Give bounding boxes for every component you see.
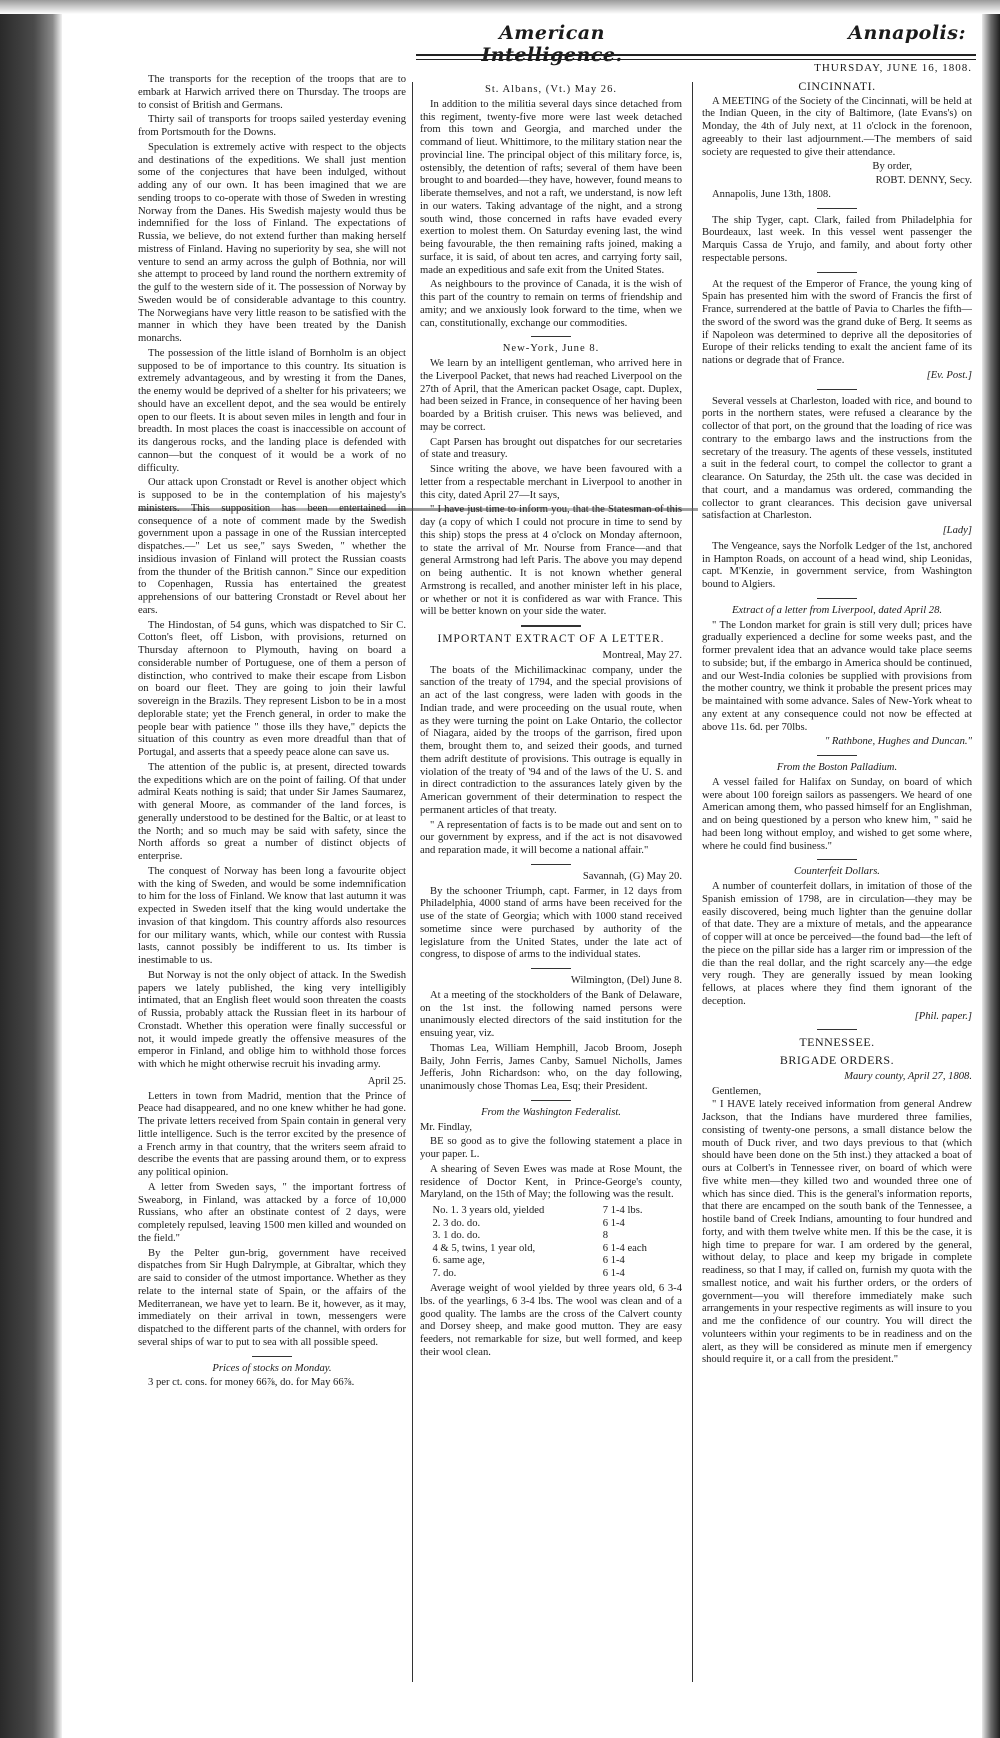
separator bbox=[531, 864, 571, 865]
newyork-heading: New-York, June 8. bbox=[502, 343, 600, 355]
article-paragraph: Our attack upon Cronstadt or Revel is another object which is supposed to be in the contemplation of his majesty's ministers. This supposition has been entertained in consequence of a note of comment made by the Swedish government upon a passage in one of the Russian intercepted dispatches.—" Let us see," says Sweden, " whether the insidious invasion of Finland will protect the Russian coasts from the thunder of the British cannon." Since our expedition to Copenhagen, Russia has entertained the greatest apprehensions of our battering Cronstadt or Revel about her ears. bbox=[138, 477, 406, 616]
column-3 bbox=[702, 62, 972, 1702]
article-paragraph: A MEETING of the Society of the Cincinnati, will be held at the Indian Queen, in the city of Baltimore, (late Evans's) on Monday, the 4th of July next, at 11 o'clock in the forenoon, agreeably to their last adjournment.—The members of said society are requested to give their attendance. bbox=[702, 95, 972, 158]
issue-dateline: THURSDAY, JUNE 16, 1808. bbox=[814, 62, 972, 74]
article-paragraph: A vessel failed for Halifax on Sunday, on board of which were about 100 foreign sailors as passengers. We heard of one American among them, who passed himself for an Englishman, and on being questioned by a person who knew him, " said he had been long without employ, and wished to get some where, where he could find business." bbox=[702, 776, 972, 852]
savannah-heading: Savannah, (G) May 20. bbox=[582, 870, 682, 882]
credit-line: [Phil. paper.] bbox=[914, 1010, 972, 1022]
separator bbox=[817, 389, 857, 390]
article-paragraph: Thirty sail of transports for troops sailed yesterday evening from Portsmouth for the Downs. bbox=[138, 114, 406, 138]
column-divider-2 bbox=[692, 82, 693, 1682]
montreal-heading: Montreal, May 27. bbox=[602, 649, 682, 661]
column-divider-1 bbox=[412, 82, 413, 1682]
article-paragraph: The Vengeance, says the Norfolk Ledger of the 1st, anchored in Hampton Roads, on account of a head wind, ship Leonidas, capt. M'Kenzie, in government service, from Washington bound to Algiers. bbox=[702, 540, 972, 590]
separator bbox=[531, 1100, 571, 1101]
wool-value: 6 1-4 each bbox=[602, 1242, 647, 1254]
article-paragraph: At the request of the Emperor of France, the young king of Spain has presented him with the sword of Francis the first of France, surrendered at the battle of Pavia to Charles the fifth—the sword of the sword was the grand duke of Berg. It seems as if Napoleon was determined to deprive all the depositories of Europe of their relicks tending to exalt the ancient fame of its nations or degrade that of France. bbox=[702, 278, 972, 366]
cincinnati-signature: ROBT. DENNY, Secy. bbox=[875, 175, 972, 186]
article-paragraph: The attention of the public is, at present, directed towards the expeditions which are on the point of failing. Of that under admiral Keats nothing is said; that under Sir James Saumarez, with general Moore, as commander of the land forces, is generally understood to be destined for the Baltic, or at least to the North; and so much may be said with safety, since the North affords so great a number of distinct objects of enterprise. bbox=[138, 761, 406, 862]
separator bbox=[817, 1029, 857, 1030]
wilmington-heading: Wilmington, (Del) June 8. bbox=[570, 975, 682, 986]
extract-heading: IMPORTANT EXTRACT OF A LETTER. bbox=[437, 633, 665, 645]
federalist-heading: From the Washington Federalist. bbox=[481, 1106, 621, 1118]
masthead-annapolis: Annapolis: bbox=[848, 22, 966, 44]
credit-line: [Lady] bbox=[942, 525, 972, 536]
findlay-salutation: Mr. Findlay, bbox=[420, 1121, 472, 1133]
article-paragraph: The transports for the reception of the troops that are to embark at Harwich arrived there on Thursday. The troops are to consist of British and Germans. bbox=[138, 74, 406, 111]
credit-line: [Ev. Post.] bbox=[926, 369, 972, 381]
article-paragraph: In addition to the militia several days since detached from this regiment, twenty-five more were last week detached from this town and Georgia, and marched under the command of lieut. Whittimore, to the military station near the provincial line. The principal object of this military force, is, ostensibly, the detention of rafts; several of them have been brought to and boarded—they have, however, found means to liberate themselves, and not a raft, we understand, is now left in our waters. Taking advantage of the night, and a strong south wind, those concerned in rafts have evaded every exertion to molest them. On Saturday evening last, the wind being favourable, the then remaining rafts joined, making a surface, it is said, of about ten acres, and carrying forty sail, made an expeditious and safe exit from the United States. bbox=[420, 98, 682, 276]
separator bbox=[817, 208, 857, 209]
article-paragraph: A letter from Sweden says, " the important fortress of Sweaborg, in Finland, was attacked by a force of 10,000 Russians, who after an obstinate contest of 2 days, were completely repulsed, leaving 1500 men killed and wounded on the field." bbox=[138, 1181, 406, 1244]
scan-shadow-top bbox=[0, 0, 1000, 14]
article-paragraph: Several vessels at Charleston, loaded with rice, and bound to ports in the northern states, were refused a clearance by the collector of that port, on the ground that the loading of rice was contrary to the embargo laws and the instructions from the secretary of the treasury. The agents of these vessels, instituted a suit in the federal court, to compel the collector to grant a clearance. On Saturday, the 25th ult. the case was decided in that court, and a mandamus was ordered, commanding the collector to grant clearances. This decision gave universal satisfaction at Charleston. bbox=[702, 395, 972, 522]
masthead-rule bbox=[416, 54, 976, 60]
article-paragraph: Capt Parsen has brought out dispatches for our secretaries of state and treasury. bbox=[420, 436, 682, 461]
article-paragraph: Average weight of wool yielded by three years old, 6 3-4 lbs. of the yearlings, 6 3-4 lbs. The wool was clean and of a good quality. The lambs are the cross of the Calvert county and Dorsey sheep, and make good mutton. They are easy feeders, not remarkable for size, but well formed, and keep their wool clean. bbox=[420, 1283, 682, 1358]
separator bbox=[817, 755, 857, 756]
separator bbox=[521, 625, 581, 627]
wool-label: No. 1. 3 years old, yielded bbox=[432, 1205, 545, 1216]
article-paragraph: Since writing the above, we have been favoured with a letter from a respectable merchant in Liverpool to another in this city, dated April 27—It says, bbox=[420, 464, 682, 501]
article-paragraph: A shearing of Seven Ewes was made at Rose Mount, the residence of Doctor Kent, in Prince-George's county, Maryland, on the 15th of May; the following was the result. bbox=[420, 1163, 682, 1201]
brigade-orders-heading: BRIGADE ORDERS. bbox=[779, 1053, 895, 1067]
wool-label: 4 & 5, twins, 1 year old, bbox=[432, 1242, 536, 1254]
article-paragraph: BE so good as to give the following statement a place in your paper. L. bbox=[420, 1136, 682, 1160]
scan-shadow-left bbox=[0, 0, 62, 1738]
brigade-date: Maury county, April 27, 1808. bbox=[844, 1070, 972, 1082]
article-paragraph: Speculation is extremely active with respect to the objects and destinations of the expeditions. We shall just mention some of the conjectures that have been indulged, without adding any of our own. It has been imagined that we are sending troops to co-operate with those of Sweden in wresting Norway from the Danes. His Swedish majesty would thus be indemnified for the loss of Finland. The expectations of Russia, we believe, do not extend further than making herself mistress of Finland. Having no superiority by sea, she will not venture to send an army across the gulph of Bothnia, nor will she attempt to proceed by land round the northern extremity of the gulf to the western side of it. The possession of Norway by Sweden would be of considerable advantage to this country. The Norwegians have very little reason to be satisfied with the manner in which they have been treated by the Danish monarchs. bbox=[138, 141, 406, 344]
article-paragraph: By the Pelter gun-brig, government have received dispatches from Sir Hugh Dalrymple, at Gibraltar, which they are said to consider of the utmost importance. Whether as they relate to the internal state of Spain, or the affairs of the Mediterranean, we have yet to learn. Be it, however, as it may, immediately on their arrival in town, messengers were dispatched to the different parts of the channel, with orders for several ships of war to put to sea with all possible speed. bbox=[138, 1247, 406, 1348]
article-paragraph: The Hindostan, of 54 guns, which was dispatched to Sir C. Cotton's fleet, off Lisbon, with provisions, returned on Thursday afternoon to Plymouth, having on board a considerable number of Portuguese, one of them a person of distinction, who contrived to make their escape from Lisbon on board our fleet. They are going to join their lawful sovereign in the Brazils. They represent Lisbon to be in a most deplorable state; yet the French general, in order to make the people bear with patience " those ills they have," depicts the situation of this country as even more dreadful than that of Portugal, and asserts that a speedy peace alone can save us. bbox=[138, 619, 406, 758]
wool-label: 3. 1 do. do. bbox=[432, 1230, 481, 1241]
scan-shadow-right bbox=[982, 0, 1000, 1738]
wool-label: 6. same age, bbox=[432, 1255, 485, 1266]
article-paragraph: Letters in town from Madrid, mention that the Prince of Peace had disappeared, and no one knew whither he had gone. The private letters received from Spain contain in general very little intelligence. Such is the terror excited by the presence of a French army in that country, that the writers seem afraid to describe the events that are passing around them, or to express any political opinion. bbox=[138, 1090, 406, 1178]
liverpool-heading: Extract of a letter from Liverpool, dated April 28. bbox=[731, 604, 943, 616]
st-albans-heading: St. Albans, (Vt.) May 26. bbox=[484, 84, 618, 95]
stocks-line: 3 per ct. cons. for money 66⅞, do. for May 66⅞. bbox=[148, 1377, 355, 1389]
masthead-american-intelligence: American Intelligence. bbox=[481, 22, 623, 66]
wool-value: 6 1-4 bbox=[602, 1217, 625, 1229]
article-paragraph: At a meeting of the stockholders of the Bank of Delaware, on the 1st inst. the following named persons were unanimously elected directors of the said institution for the ensuing year, viz. bbox=[420, 989, 682, 1039]
table-row bbox=[430, 1268, 671, 1281]
wool-value: 7 1-4 lbs. bbox=[602, 1205, 643, 1216]
separator bbox=[817, 859, 857, 860]
wool-table bbox=[430, 1205, 671, 1280]
separator bbox=[817, 272, 857, 273]
separator bbox=[252, 1356, 292, 1357]
table-row bbox=[430, 1255, 671, 1268]
article-paragraph: By the schooner Triumph, capt. Farmer, in 12 days from Philadelphia, 4000 stand of arms have been received for the use of the state of Georgia; which with 1000 stand received sometime since were purchased by authority of the legislature from the United States, under the late act of congress, to dispose of arms to the individual states. bbox=[420, 885, 682, 961]
article-paragraph: We learn by an intelligent gentleman, who arrived here in the Liverpool Packet, that news had reached Liverpool on the 27th of April, that the American packet Osage, capt. Duplex, had been seized in France, in consequence of her having been boarded by a British cruiser. This news was believed, and may be correct. bbox=[420, 358, 682, 433]
stocks-heading: Prices of stocks on Monday. bbox=[212, 1362, 332, 1374]
cincinnati-heading: CINCINNATI. bbox=[798, 78, 876, 93]
article-paragraph: The conquest of Norway has been long a favourite object with the king of Sweden, and would be some indemnification to him for the loss of Finland. We know that last autumn it was expected in Sweden itself that the king would undertake the invasion of that kingdom. This country affords also resources for our military wants, which, while our contest with Russia lasts, cannot possibly be indifferent to us. Its timber is inestimable to us. bbox=[138, 865, 406, 966]
tennessee-heading: TENNESSEE. bbox=[799, 1035, 875, 1050]
article-paragraph: Thomas Lea, William Hemphill, Jacob Broom, Joseph Baily, John Ferris, James Canby, Samuel Nicholls, James Jefferis, John Richardson: who, on the day following, unanimously chose Thomas Lea, Esq; their President. bbox=[420, 1042, 682, 1092]
article-paragraph: " The London market for grain is still very dull; prices have gradually experienced a decline for some weeks past, and the former prevalent idea that an advance would take place seems to subside; but, if the embargo in America should be continued, and our West-India colonies be supplied with provisions from the mother country, we think it probable the present prices may be maintained with some advance. Sales of New-York wheat to any extent at any consequence could not now be effected at above 11s. 6d. per 70lbs. bbox=[702, 619, 972, 733]
article-paragraph: A number of counterfeit dollars, in imitation of those of the Spanish emission of 1798, are in circulation—they may be easily discovered, being much lighter than the genuine dollar of that date. They are a mixture of metals, and the appearance of copper will at once be perceived—the found bad—the left of the piece on the pillar side has a larger rim or impression of the die than the real dollar, and the right scarcely any—the edge very rough. They are generally issued by mean looking fellows, at places where they find them ignorant of the deception. bbox=[702, 881, 972, 1007]
column-2 bbox=[420, 80, 682, 1710]
article-paragraph: The possession of the little island of Bornholm is an object supposed to be of importance to this country. Its situation is extremely advantageous, and by wresting it from the Danes, the enemy would be deprived of a shelter for his privateers; we should have an excellent depot, and the sea would be entirely open to our fleets. It is about seven miles in length and four in breadth. In most places the coast is inaccessible on account of its dangerous rocks, and the landing place is defended with cannon—but the conquest of it would be a work of no difficulty. bbox=[138, 347, 406, 474]
article-paragraph: But Norway is not the only object of attack. In the Swedish papers we lately published, the king very intelligibly intimated, that an English fleet would soon threaten the coasts of Russia, probably attack the Russian fleet in its harbour of Cronstadt. Whether this operation were finally successful or not, it would impede greatly the offensive measures of the emperor in Finland, and oblige him to withhold those forces with which he might otherwise recruit his invading army. bbox=[138, 969, 406, 1070]
article-paragraph: " I have just time to inform you, that the Statesman of this day (a copy of which I could not procure in time to send by this ship) stops the press at 4 o'clock on Monday afternoon, to state the arrival of Mr. Nourse from France—and that general Armstrong had left Paris. The above you may depend on being authentic. It is not known whether general Armstrong is recalled, and another minister left in his place, or whether or not it is confidered as war with France. This will be better known on your side the water. bbox=[420, 504, 682, 618]
wool-value: 8 bbox=[602, 1230, 609, 1241]
table-row bbox=[430, 1243, 671, 1256]
boston-heading: From the Boston Palladium. bbox=[776, 762, 898, 773]
newspaper-page bbox=[86, 22, 980, 1722]
article-paragraph: " A representation of facts is to be made out and sent on to our government by express, and if the act is not disavowed and reparation made, it will become a national affair." bbox=[420, 819, 682, 856]
salutation: Gentlemen, bbox=[712, 1085, 762, 1097]
by-order: By order, bbox=[872, 161, 912, 173]
wool-label: 7. do. bbox=[432, 1267, 457, 1279]
article-paragraph: The ship Tyger, capt. Clark, failed from Philadelphia for Bourdeaux, last week. In this vessel went passenger the Marquis Cassa de Yrujo, and family, and about forty other respectable persons. bbox=[702, 214, 972, 264]
separator bbox=[531, 968, 571, 969]
article-paragraph: " I HAVE lately received information from general Andrew Jackson, that the Indians have murdered three families, consisting of twenty-one persons, a small distance below the mouth of Duck river, and two days previous to that (which should have been done on the 5th inst.) they attacked a boat of ours at Colbert's in Tennessee river, on board of which were five white men—they killed two and wounded three one of which has since died. This is the general's information reports, that there are encamped on the south bank of the Tennessee, a hostile band of Creek Indians, amounting to four hundred and forty, and with them twelve white men. If this be the case, it is high time to prepare for war. I am ordered by the general, without delay, to place and keep my brigade in complete readiness, so that I may, if called on, furnish my quota with the smallest notice, and wait his further orders, or the orders of government—you will therefore immediately make such arrangements in your respective regiments as will insure to you and me the confidence of our country. You will direct the volunteers within your regiments to be in readiness and on the alert, as they will be considered as minute men if emergency should require it, or a call from the president." bbox=[702, 1099, 972, 1366]
table-row bbox=[430, 1205, 671, 1218]
wool-value: 6 1-4 bbox=[602, 1267, 625, 1279]
article-paragraph: The boats of the Michilimackinac company, under the sanction of the treaty of 1794, and the special provisions of an act of the last congress, were laden with goods in the Indian trade, and were proceeding on the usual route, when as they were turning the point on Lake Ontario, the collector of Niagara, aided by the troops of the garrison, fired upon them, brought them to, and seized their goods, and turned them adrift destitute of provisions. This outrage is equally in violation of the treaty of '94 and of the laws of the U. S. and in direct contradiction to the assurances lately given by the American government of their determination to respect the permanent articles of that treaty. bbox=[420, 664, 682, 816]
counterfeit-heading: Counterfeit Dollars. bbox=[794, 866, 880, 878]
article-paragraph: As neighbours to the province of Canada, it is the wish of this part of the country to remain on terms of friendship and amity; and we anxiously look forward to the time, when we can, constitutionally, exchange our commodities. bbox=[420, 279, 682, 329]
separator bbox=[531, 336, 571, 337]
column-1 bbox=[138, 74, 406, 1714]
wool-label: 2. 3 do. do. bbox=[432, 1217, 481, 1229]
dateline-april-25: April 25. bbox=[367, 1075, 406, 1087]
separator bbox=[817, 598, 857, 599]
article-paragraph: Annapolis, June 13th, 1808. bbox=[712, 188, 831, 200]
table-row bbox=[430, 1218, 671, 1231]
liverpool-signature: " Rathbone, Hughes and Duncan." bbox=[824, 736, 972, 748]
table-row bbox=[430, 1230, 671, 1243]
wool-value: 6 1-4 bbox=[602, 1255, 625, 1266]
